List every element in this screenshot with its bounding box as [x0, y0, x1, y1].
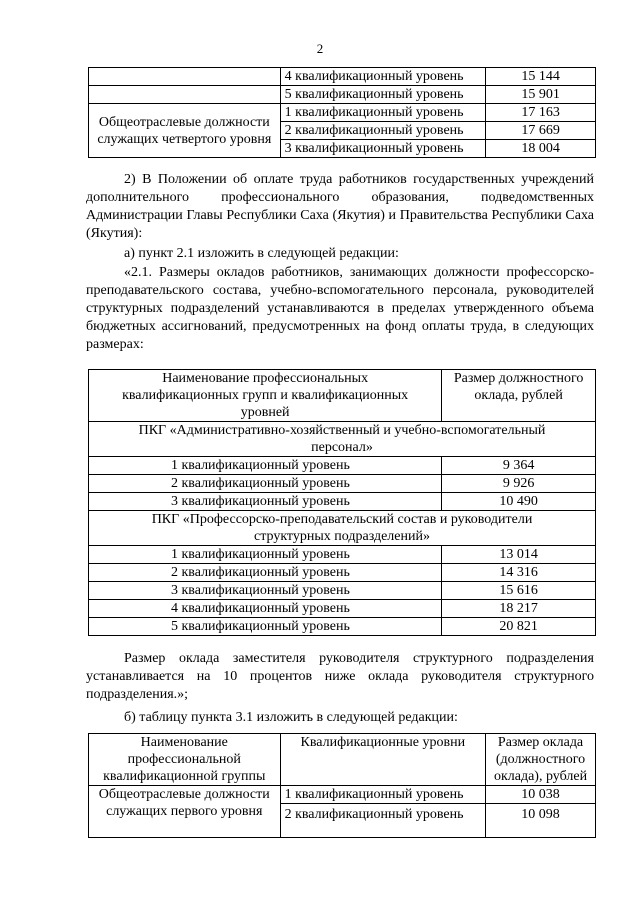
salary-cell: 17 163 — [486, 104, 596, 122]
level-cell: 1 квалификационный уровень — [89, 546, 442, 564]
paragraph-item-a: а) пункт 2.1 изложить в следующей редакции: — [124, 246, 399, 261]
table-row — [89, 475, 596, 493]
salary-cell: 10 038 — [486, 786, 596, 804]
salary-cell: 9 364 — [442, 457, 596, 475]
group-title-row — [89, 422, 596, 457]
salary-cell: 18 004 — [486, 140, 596, 158]
table-row — [89, 457, 596, 475]
table-row — [89, 600, 596, 618]
salary-cell: 9 926 — [442, 475, 596, 493]
level-cell: 3 квалификационный уровень — [89, 582, 442, 600]
level-cell: 1 квалификационный уровень — [89, 457, 442, 475]
group-title: ПКГ «Административно-хозяйственный и учебно-вспомогательный персонал» — [89, 422, 596, 457]
salary-cell: 17 669 — [486, 122, 596, 140]
table-row — [89, 582, 596, 600]
level-cell: 2 квалификационный уровень — [280, 804, 486, 838]
salary-cell: 20 821 — [442, 618, 596, 636]
page-number: 2 — [316, 41, 324, 56]
level-cell: 2 квалификационный уровень — [280, 122, 486, 140]
level-cell: 3 квалификационный уровень — [280, 140, 486, 158]
header-group: Наименование профессиональной квалификационной группы — [89, 734, 281, 786]
group-label-cell: Общеотраслевые должности служащих первого уровня — [89, 786, 281, 838]
table-row — [89, 564, 596, 582]
header-levels: Квалификационные уровни — [280, 734, 486, 786]
level-cell: 2 квалификационный уровень — [89, 475, 442, 493]
salary-cell: 10 490 — [442, 493, 596, 511]
salary-table-pkg — [88, 369, 596, 636]
header-salary: Размер оклада (должностного оклада), рублей — [486, 734, 596, 786]
group-title: ПКГ «Профессорско-преподавательский состав и руководители структурных подразделений» — [89, 511, 596, 546]
table-row — [89, 546, 596, 564]
salary-cell: 15 616 — [442, 582, 596, 600]
paragraph-item-b: б) таблицу пункта 3.1 изложить в следующей редакции: — [124, 710, 458, 725]
salary-cell: 10 098 — [486, 804, 596, 838]
level-cell: 1 квалификационный уровень — [280, 104, 486, 122]
salary-cell: 14 316 — [442, 564, 596, 582]
table-row — [89, 104, 596, 122]
paragraph-regulation: 2) В Положении об оплате труда работников государственных учреждений дополнительного профессионального образования, подведомственных Администрации Главы Республики Саха (Якутия) и Правительства Республики Саха (Якутия): — [86, 172, 594, 241]
header-name: Наименование профессиональных квалификационных групп и квалификационных уровней — [89, 370, 442, 422]
salary-table-continuation — [88, 67, 596, 158]
level-cell: 5 квалификационный уровень — [280, 86, 486, 104]
table-row — [89, 86, 596, 104]
table-row — [89, 493, 596, 511]
group-title-row — [89, 511, 596, 546]
salary-cell: 18 217 — [442, 600, 596, 618]
level-cell: 3 квалификационный уровень — [89, 493, 442, 511]
table-row — [89, 618, 596, 636]
salary-cell: 15 144 — [486, 68, 596, 86]
table-header-row — [89, 370, 596, 422]
paragraph-deputy-salary: Размер оклада заместителя руководителя структурного подразделения устанавливается на 10 процентов ниже оклада руководителя структурного подразделения.»; — [86, 651, 594, 702]
header-salary: Размер должностного оклада, рублей — [442, 370, 596, 422]
salary-cell: 15 901 — [486, 86, 596, 104]
table-header-row — [89, 734, 596, 786]
level-cell: 5 квалификационный уровень — [89, 618, 442, 636]
level-cell: 4 квалификационный уровень — [89, 600, 442, 618]
salary-cell: 13 014 — [442, 546, 596, 564]
table-row — [89, 68, 596, 86]
level-cell: 2 квалификационный уровень — [89, 564, 442, 582]
level-cell: 1 квалификационный уровень — [280, 786, 486, 804]
salary-table-general — [88, 733, 596, 838]
level-cell: 4 квалификационный уровень — [280, 68, 486, 86]
paragraph-clause-2-1: «2.1. Размеры окладов работников, занимающих должности профессорско-преподавательского состава, учебно-вспомогательного персонала, руководителей структурных подразделений устанавливаются в пределах утвержденного объема бюджетных ассигнований, предусмотренных на фонд оплаты труда, в следующих размерах: — [86, 265, 594, 352]
group-label-cell: Общеотраслевые должности служащих четвертого уровня — [89, 104, 281, 158]
table-row — [89, 786, 596, 804]
